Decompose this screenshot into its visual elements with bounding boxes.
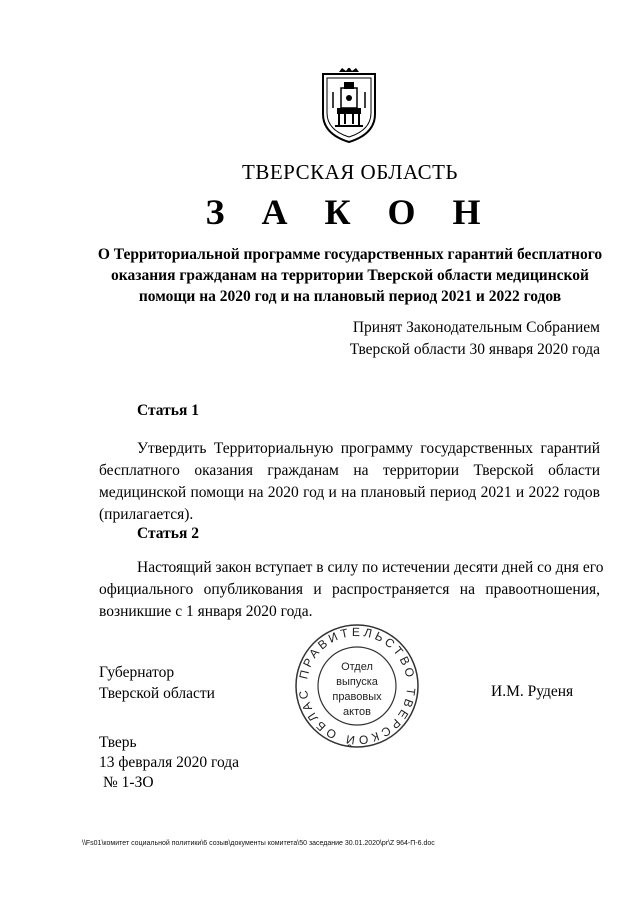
law-title-line: О Территориальной программе государственных гарантий бесплатного: [97, 246, 603, 263]
region-heading: ТВЕРСКАЯ ОБЛАСТЬ: [242, 160, 458, 184]
city: Тверь: [99, 734, 137, 751]
signatory-position: [99, 662, 215, 704]
article-2-text: [99, 557, 604, 623]
stamp-line: правовых: [332, 691, 382, 703]
stamp-ring-text: ПРАВИТЕЛЬСТВО ТВЕРСКОЙ ОБЛАС: [295, 624, 419, 748]
document-type-heading: З А К О Н: [205, 192, 495, 232]
adoption-line: Принят Законодательным Собранием: [352, 319, 600, 336]
adoption-note: [300, 317, 600, 361]
signatory-name: И.М. Руденя: [491, 683, 574, 700]
article-1-line: бесплатного оказания гражданам на территории Тверской области: [99, 462, 600, 479]
law-title: [60, 244, 640, 307]
stamp-line: выпуска: [336, 676, 378, 688]
adoption-line: Тверской области 30 января 2020 года: [349, 341, 600, 358]
article-1-line: Утвердить Территориальную программу государственных гарантий: [137, 440, 600, 457]
article-2-line: официального опубликования и распространяется на правоотношения,: [99, 581, 600, 598]
date: 13 февраля 2020 года: [99, 754, 240, 771]
position-line: Губернатор: [99, 664, 175, 681]
article-1-line: (прилагается).: [99, 506, 194, 523]
file-path-footer: \\Fs01\комитет социальной политики\6 созыв\документы комитета\50 заседание 30.01.2020\pr\Z 964-П-6.doc: [82, 840, 435, 847]
position-line: Тверской области: [99, 685, 215, 702]
stamp-line: Отдел: [341, 661, 373, 673]
article-2-line: возникшие с 1 января 2020 года.: [99, 603, 313, 620]
article-1-text: [99, 438, 600, 526]
law-title-line: оказания гражданам на территории Тверской области медицинской: [111, 267, 589, 284]
law-number: № 1-ЗО: [103, 774, 154, 791]
place-and-date: [99, 733, 239, 793]
article-2-heading: Статья 2: [137, 525, 199, 542]
stamp-line: актов: [343, 706, 371, 718]
law-title-line: помощи на 2020 год и на плановый период 2021 и 2022 годов: [138, 288, 562, 305]
article-1-heading: Статья 1: [137, 402, 199, 419]
official-stamp: [294, 623, 420, 749]
article-2-line: Настоящий закон вступает в силу по истечении десяти дней со дня его: [137, 559, 604, 576]
article-1-line: медицинской помощи на 2020 год и на плановый период 2021 и 2022 годов: [99, 484, 600, 501]
coat-of-arms-emblem: [319, 68, 379, 144]
